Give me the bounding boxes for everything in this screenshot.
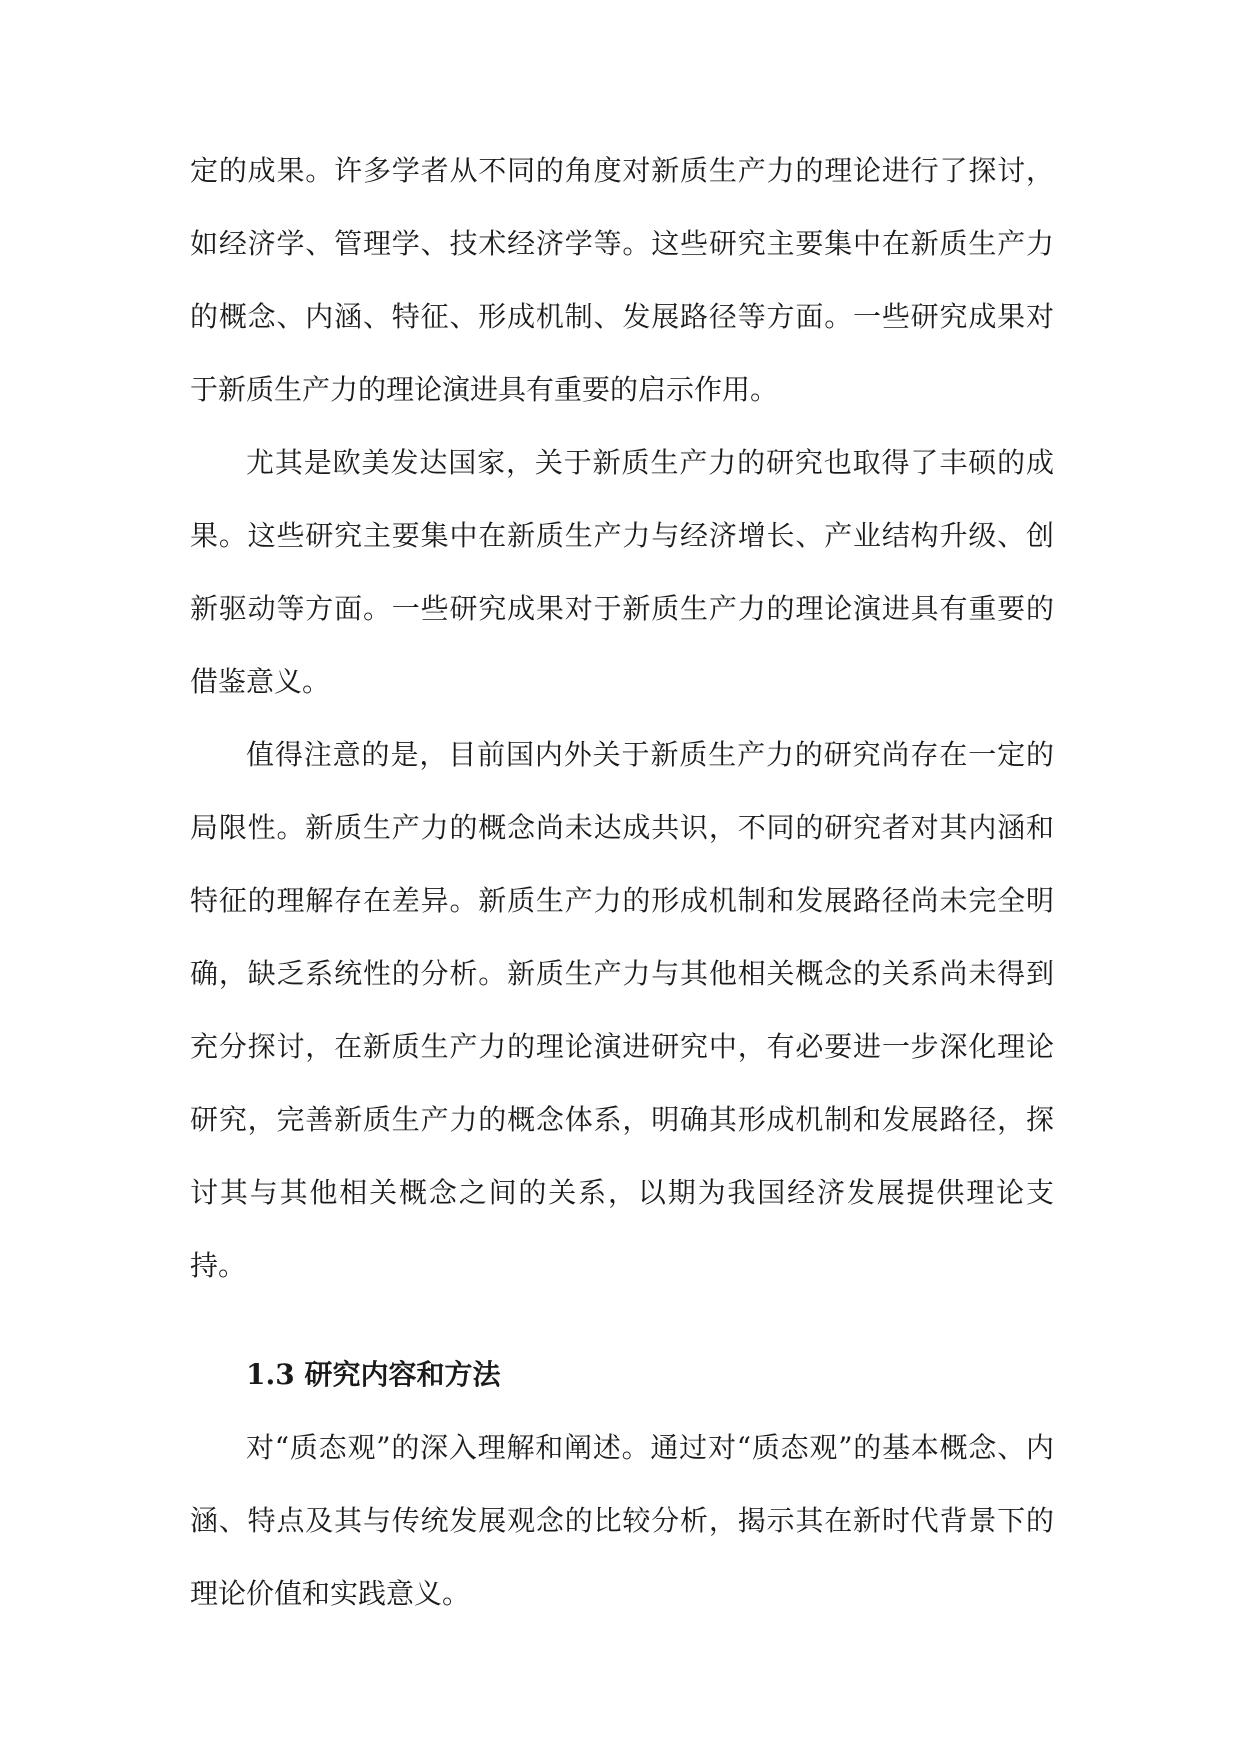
paragraph-research-content: 对“质态观”的深入理解和阐述。通过对“质态观”的基本概念、内涵、特点及其与传统发展观念的比较分析，揭示其在新时代背景下的理论价值和实践意义。 (190, 1431, 1054, 1610)
paragraph-foreign-research: 尤其是欧美发达国家，关于新质生产力的研究也取得了丰硕的成果。这些研究主要集中在新质生产力与经济增长、产业结构升级、创新驱动等方面。一些研究成果对于新质生产力的理论演进具有重要的借鉴意义。 (190, 446, 1054, 698)
paragraph-continued: 定的成果。许多学者从不同的角度对新质生产力的理论进行了探讨，如经济学、管理学、技术经济学等。这些研究主要集中在新质生产力的概念、内涵、特征、形成机制、发展路径等方面。一些研究成果对于新质生产力的理论演进具有重要的启示作用。 (190, 154, 1054, 406)
body-text (190, 134, 1054, 1630)
paragraph-limitations: 值得注意的是，目前国内外关于新质生产力的研究尚存在一定的局限性。新质生产力的概念尚未达成共识，不同的研究者对其内涵和特征的理解存在差异。新质生产力的形成机制和发展路径尚未完全明确，缺乏系统性的分析。新质生产力与其他相关概念的关系尚未得到充分探讨，在新质生产力的理论演进研究中，有必要进一步深化理论研究，完善新质生产力的概念体系，明确其形成机制和发展路径，探讨其与其他相关概念之间的关系，以期为我国经济发展提供理论支持。 (190, 738, 1054, 1282)
section-heading: 1.3 研究内容和方法 (246, 1358, 501, 1391)
